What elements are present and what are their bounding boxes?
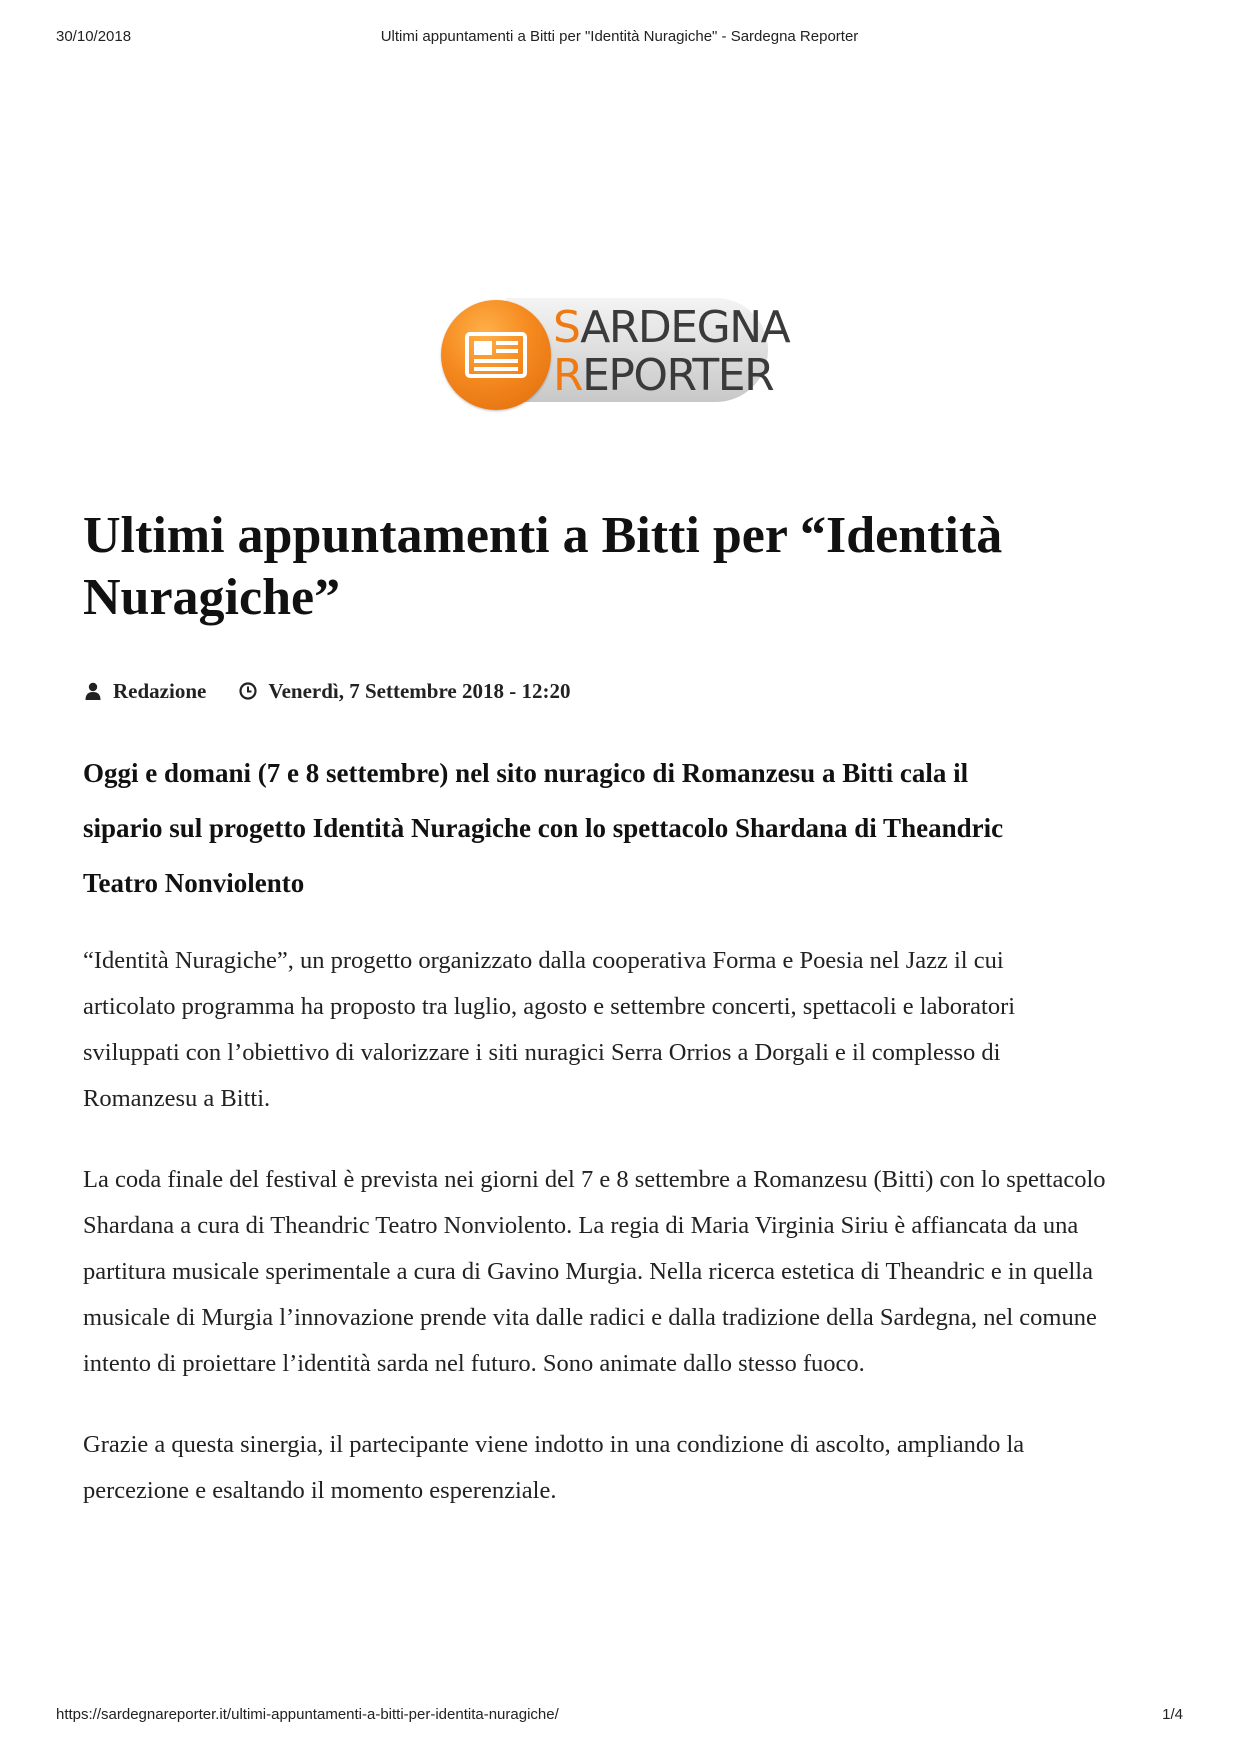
newspaper-icon — [465, 332, 527, 378]
print-footer — [0, 1706, 1239, 1728]
paragraph-line: musicale di Murgia l’innovazione prende vita dalle radici e dalla tradizione della Sardegna, nel comune — [83, 1304, 1097, 1331]
publish-date: Venerdì, 7 Settembre 2018 - 12:20 — [268, 678, 571, 703]
paragraph-line: Shardana a cura di Theandric Teatro Nonviolento. La regia di Maria Virginia Siriu è affiancata da una — [83, 1212, 1079, 1239]
lead-line: sipario sul progetto Identità Nuragiche con lo spettacolo Shardana di Theandric — [83, 813, 1004, 843]
paragraph-line: percezione e esaltando il momento esperenziale. — [83, 1477, 557, 1504]
print-url[interactable]: https://sardegnareporter.it/ultimi-appuntamenti-a-bitti-per-identita-nuragiche/ — [56, 1706, 559, 1723]
paragraph-line: Grazie a questa sinergia, il partecipante viene indotto in una condizione di ascolto, ampliando la — [83, 1431, 1025, 1458]
paragraph-line: partitura musicale sperimentale a cura di Gavino Murgia. Nella ricerca estetica di Theandric e in quella — [83, 1258, 1093, 1285]
author-link[interactable]: Redazione — [113, 678, 207, 703]
paragraph-line: articolato programma ha proposto tra luglio, agosto e settembre concerti, spettacoli e laboratori — [83, 993, 1016, 1020]
print-header — [0, 28, 1239, 50]
paragraph-2 — [83, 1157, 1173, 1387]
paragraph-line: Romanzesu a Bitti. — [83, 1085, 271, 1112]
print-page-number: 1/4 — [1162, 1706, 1183, 1723]
logo-line-1: SARDEGNA — [553, 302, 790, 353]
user-icon — [83, 681, 103, 701]
article-title — [83, 505, 1183, 629]
paragraph-line: intento di proiettare l’identità sarda nel futuro. Sono animate dallo stesso fuoco. — [83, 1350, 865, 1377]
article-meta — [83, 676, 570, 706]
logo-line-2: REPORTER — [553, 350, 774, 401]
logo-circle — [441, 300, 551, 410]
paragraph-3 — [83, 1422, 1173, 1514]
print-date: 30/10/2018 — [56, 28, 132, 45]
clock-icon — [238, 681, 258, 701]
lead-line: Teatro Nonviolento — [83, 868, 305, 898]
paragraph-line: sviluppati con l’obiettivo di valorizzare i siti nuragici Serra Orrios a Dorgali e il complesso di — [83, 1039, 1001, 1066]
logo-wordmark — [553, 304, 789, 400]
paragraph-line: “Identità Nuragiche”, un progetto organizzato dalla cooperativa Forma e Poesia nel Jazz il cui — [83, 947, 1004, 974]
print-page-title: Ultimi appuntamenti a Bitti per "Identità Nuragiche" - Sardegna Reporter — [380, 28, 859, 45]
title-line: Ultimi appuntamenti a Bitti per “Identità — [83, 507, 1003, 564]
lead-line: Oggi e domani (7 e 8 settembre) nel sito nuragico di Romanzesu a Bitti cala il — [83, 758, 969, 788]
paragraph-line: La coda finale del festival è prevista nei giorni del 7 e 8 settembre a Romanzesu (Bitti) con lo spettacolo — [83, 1166, 1106, 1193]
title-line: Nuragiche” — [83, 569, 341, 626]
paragraph-1 — [83, 938, 1173, 1122]
article-lead — [83, 746, 1173, 911]
site-logo[interactable] — [436, 294, 796, 410]
